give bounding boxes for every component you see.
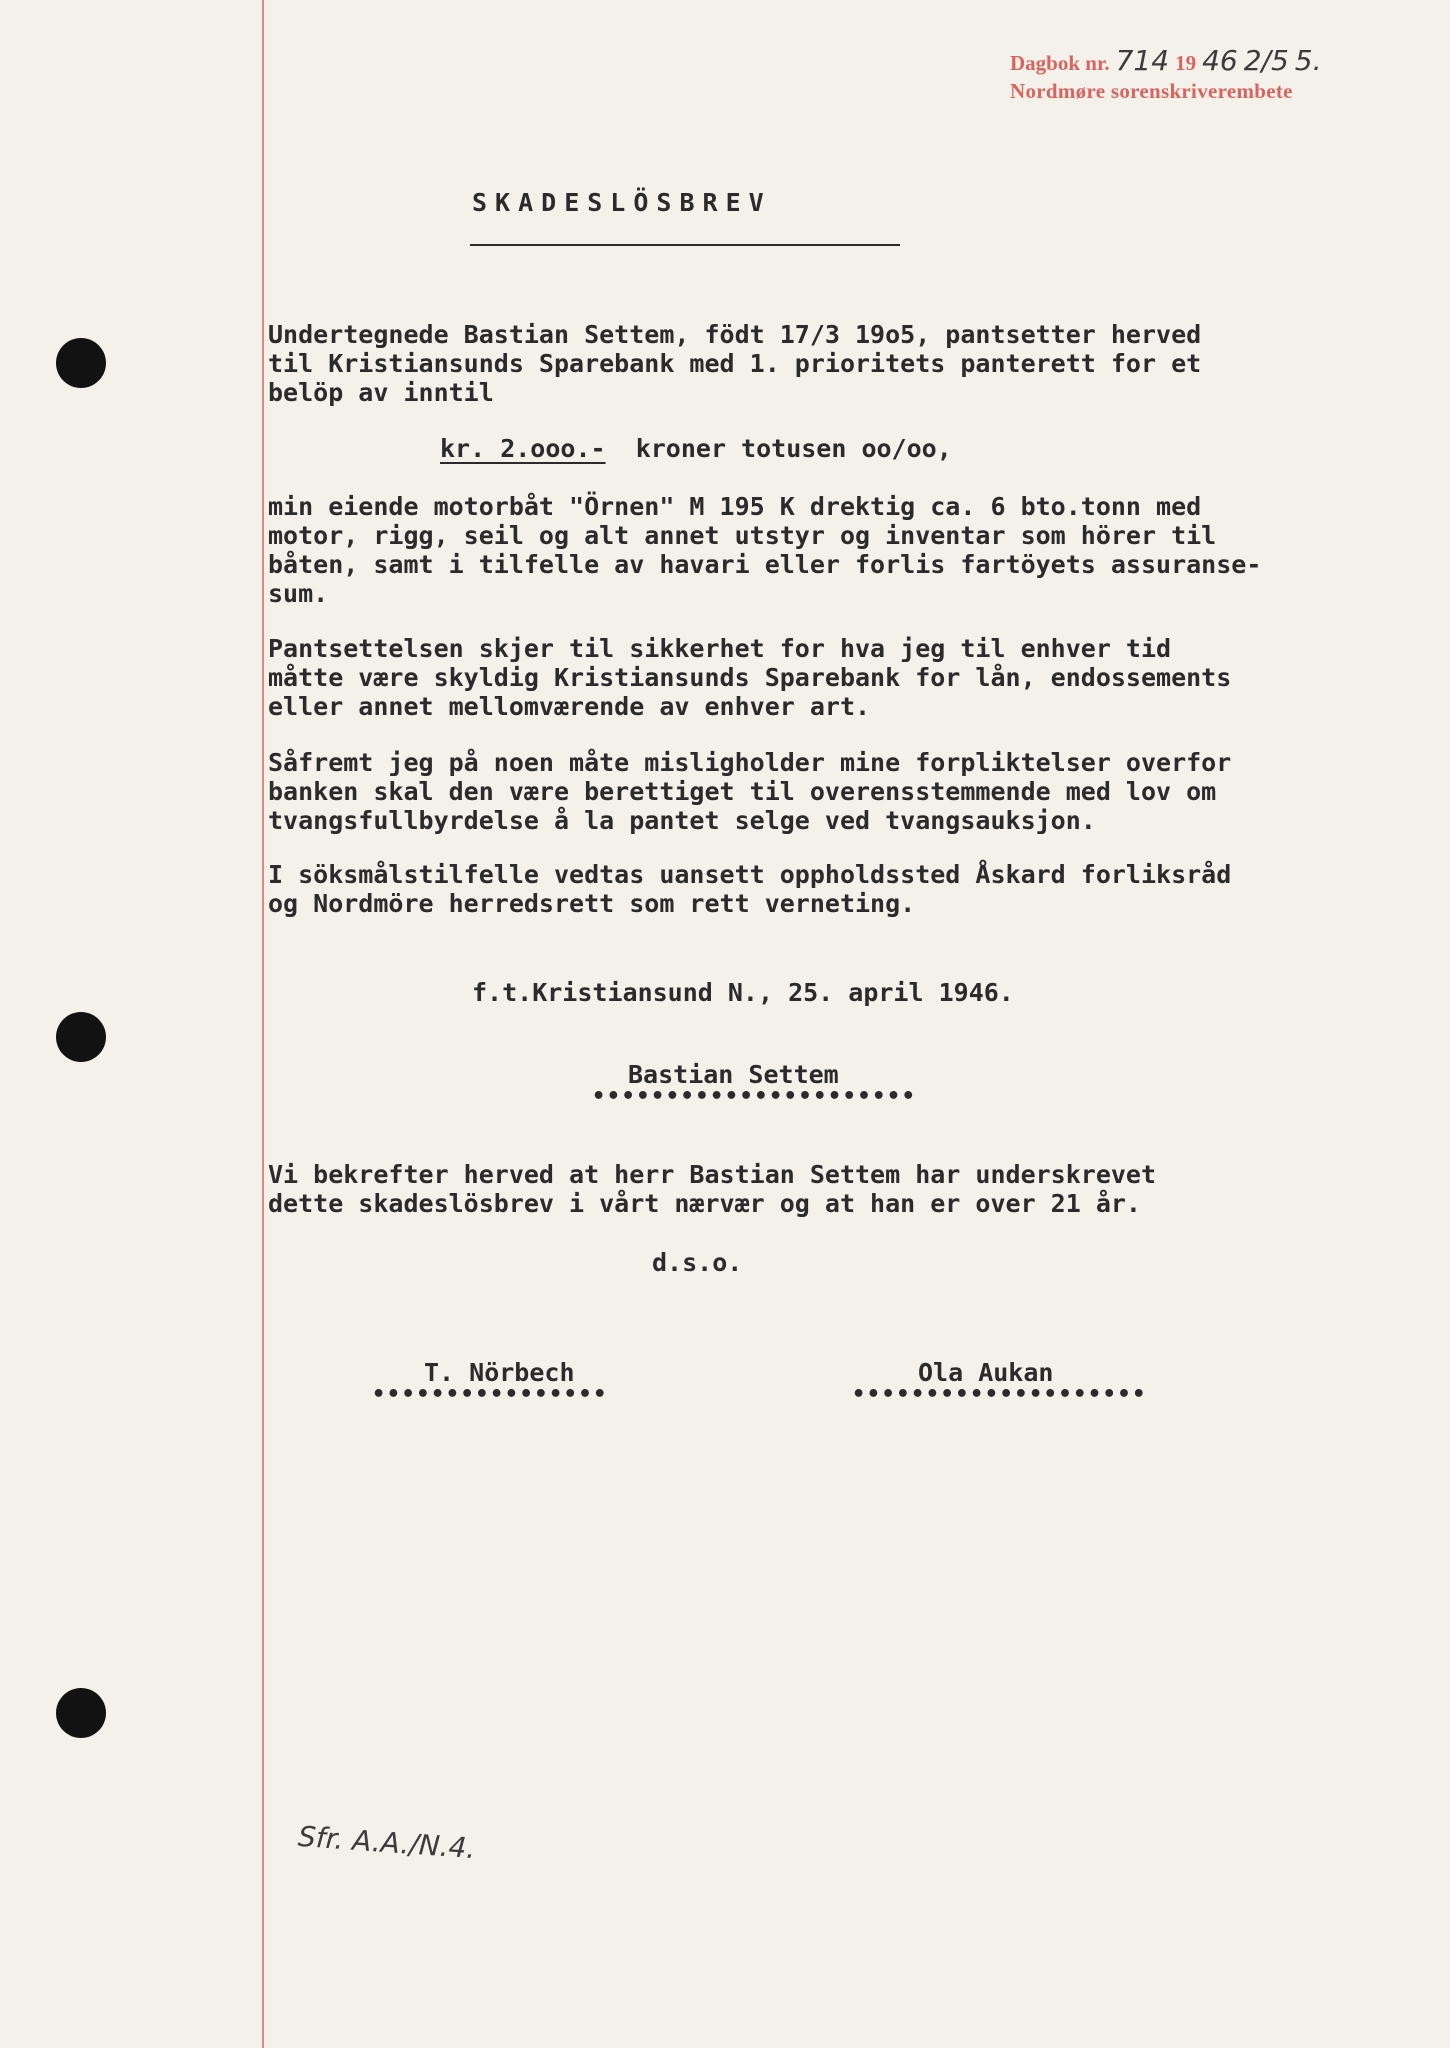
- stamp-office: Nordmøre sorenskriverembete: [1010, 79, 1293, 103]
- text-line: sum.: [268, 579, 329, 608]
- amount-words: kroner totusen oo/oo,: [635, 434, 952, 463]
- stamp-page: 5.: [1294, 44, 1322, 77]
- text-line: banken skal den være berettiget til overensstemmende med lov om: [268, 777, 1217, 806]
- text-line: eller annet mellomværende av enhver art.: [268, 692, 871, 721]
- amount-line: [440, 434, 952, 463]
- witness1-name: T. Nörbech: [424, 1358, 575, 1387]
- text-line: Undertegnede Bastian Settem, födt 17/3 19o5, pantsetter herved: [268, 320, 1202, 349]
- punch-hole-middle: [56, 1012, 106, 1062]
- paragraph-venue: [268, 860, 1231, 918]
- signer-name: Bastian Settem: [628, 1060, 839, 1089]
- text-line: Vi bekrefter herved at herr Bastian Settem har underskrevet: [268, 1160, 1157, 1189]
- punch-hole-bottom: [56, 1688, 106, 1738]
- text-line: båten, samt i tilfelle av havari eller forlis fartöyets assuranse-: [268, 550, 1262, 579]
- signature-dots-witness1: ••••••••••••••••: [372, 1382, 608, 1407]
- signature-dots-witness2: ••••••••••••••••••••: [852, 1382, 1147, 1407]
- paragraph-security: [268, 634, 1231, 721]
- place-date: f.t.Kristiansund N., 25. april 1946.: [472, 978, 1014, 1007]
- stamp-date: 2/5: [1243, 44, 1289, 77]
- text-line: min eiende motorbåt "Örnen" M 195 K drektig ca. 6 bto.tonn med: [268, 492, 1202, 521]
- document-title: SKADESLÖSBREV: [472, 188, 772, 217]
- stamp-year-prefix: 19: [1175, 51, 1197, 75]
- amount-value: kr. 2.ooo.-: [440, 434, 606, 463]
- title-underline: [470, 244, 900, 246]
- witness2-name: Ola Aukan: [918, 1358, 1054, 1387]
- text-line: og Nordmöre herredsrett som rett verneting.: [268, 889, 916, 918]
- registry-stamp: [1010, 44, 1321, 104]
- paragraph-collateral: [268, 492, 1261, 608]
- stamp-label: Dagbok nr.: [1010, 51, 1110, 75]
- paragraph-intro: [268, 320, 1201, 407]
- text-line: tvangsfullbyrdelse å la pantet selge ved tvangsauksjon.: [268, 806, 1096, 835]
- signature-dots-signer: ••••••••••••••••••••••: [592, 1084, 917, 1109]
- text-line: dette skadeslösbrev i vårt nærvær og at han er over 21 år.: [268, 1189, 1141, 1218]
- punch-hole-top: [56, 338, 106, 388]
- dso-closing: d.s.o.: [652, 1248, 743, 1277]
- paragraph-default: [268, 748, 1231, 835]
- text-line: belöp av inntil: [268, 378, 494, 407]
- text-line: motor, rigg, seil og alt annet utstyr og inventar som hörer til: [268, 521, 1217, 550]
- text-line: Pantsettelsen skjer til sikkerhet for hva jeg til enhver tid: [268, 634, 1172, 663]
- margin-line: [262, 0, 264, 2048]
- stamp-year-suffix: 46: [1202, 44, 1238, 77]
- text-line: I söksmålstilfelle vedtas uansett oppholdssted Åskard forliksråd: [268, 860, 1232, 889]
- text-line: Såfremt jeg på noen måte misligholder mine forpliktelser overfor: [268, 748, 1232, 777]
- paragraph-witness: [268, 1160, 1156, 1218]
- margin-note: Sfr. A.A./N.4.: [297, 1819, 477, 1866]
- text-line: måtte være skyldig Kristiansunds Sparebank for lån, endossements: [268, 663, 1232, 692]
- text-line: til Kristiansunds Sparebank med 1. prioritets panterett for et: [268, 349, 1202, 378]
- stamp-number: 714: [1115, 44, 1170, 77]
